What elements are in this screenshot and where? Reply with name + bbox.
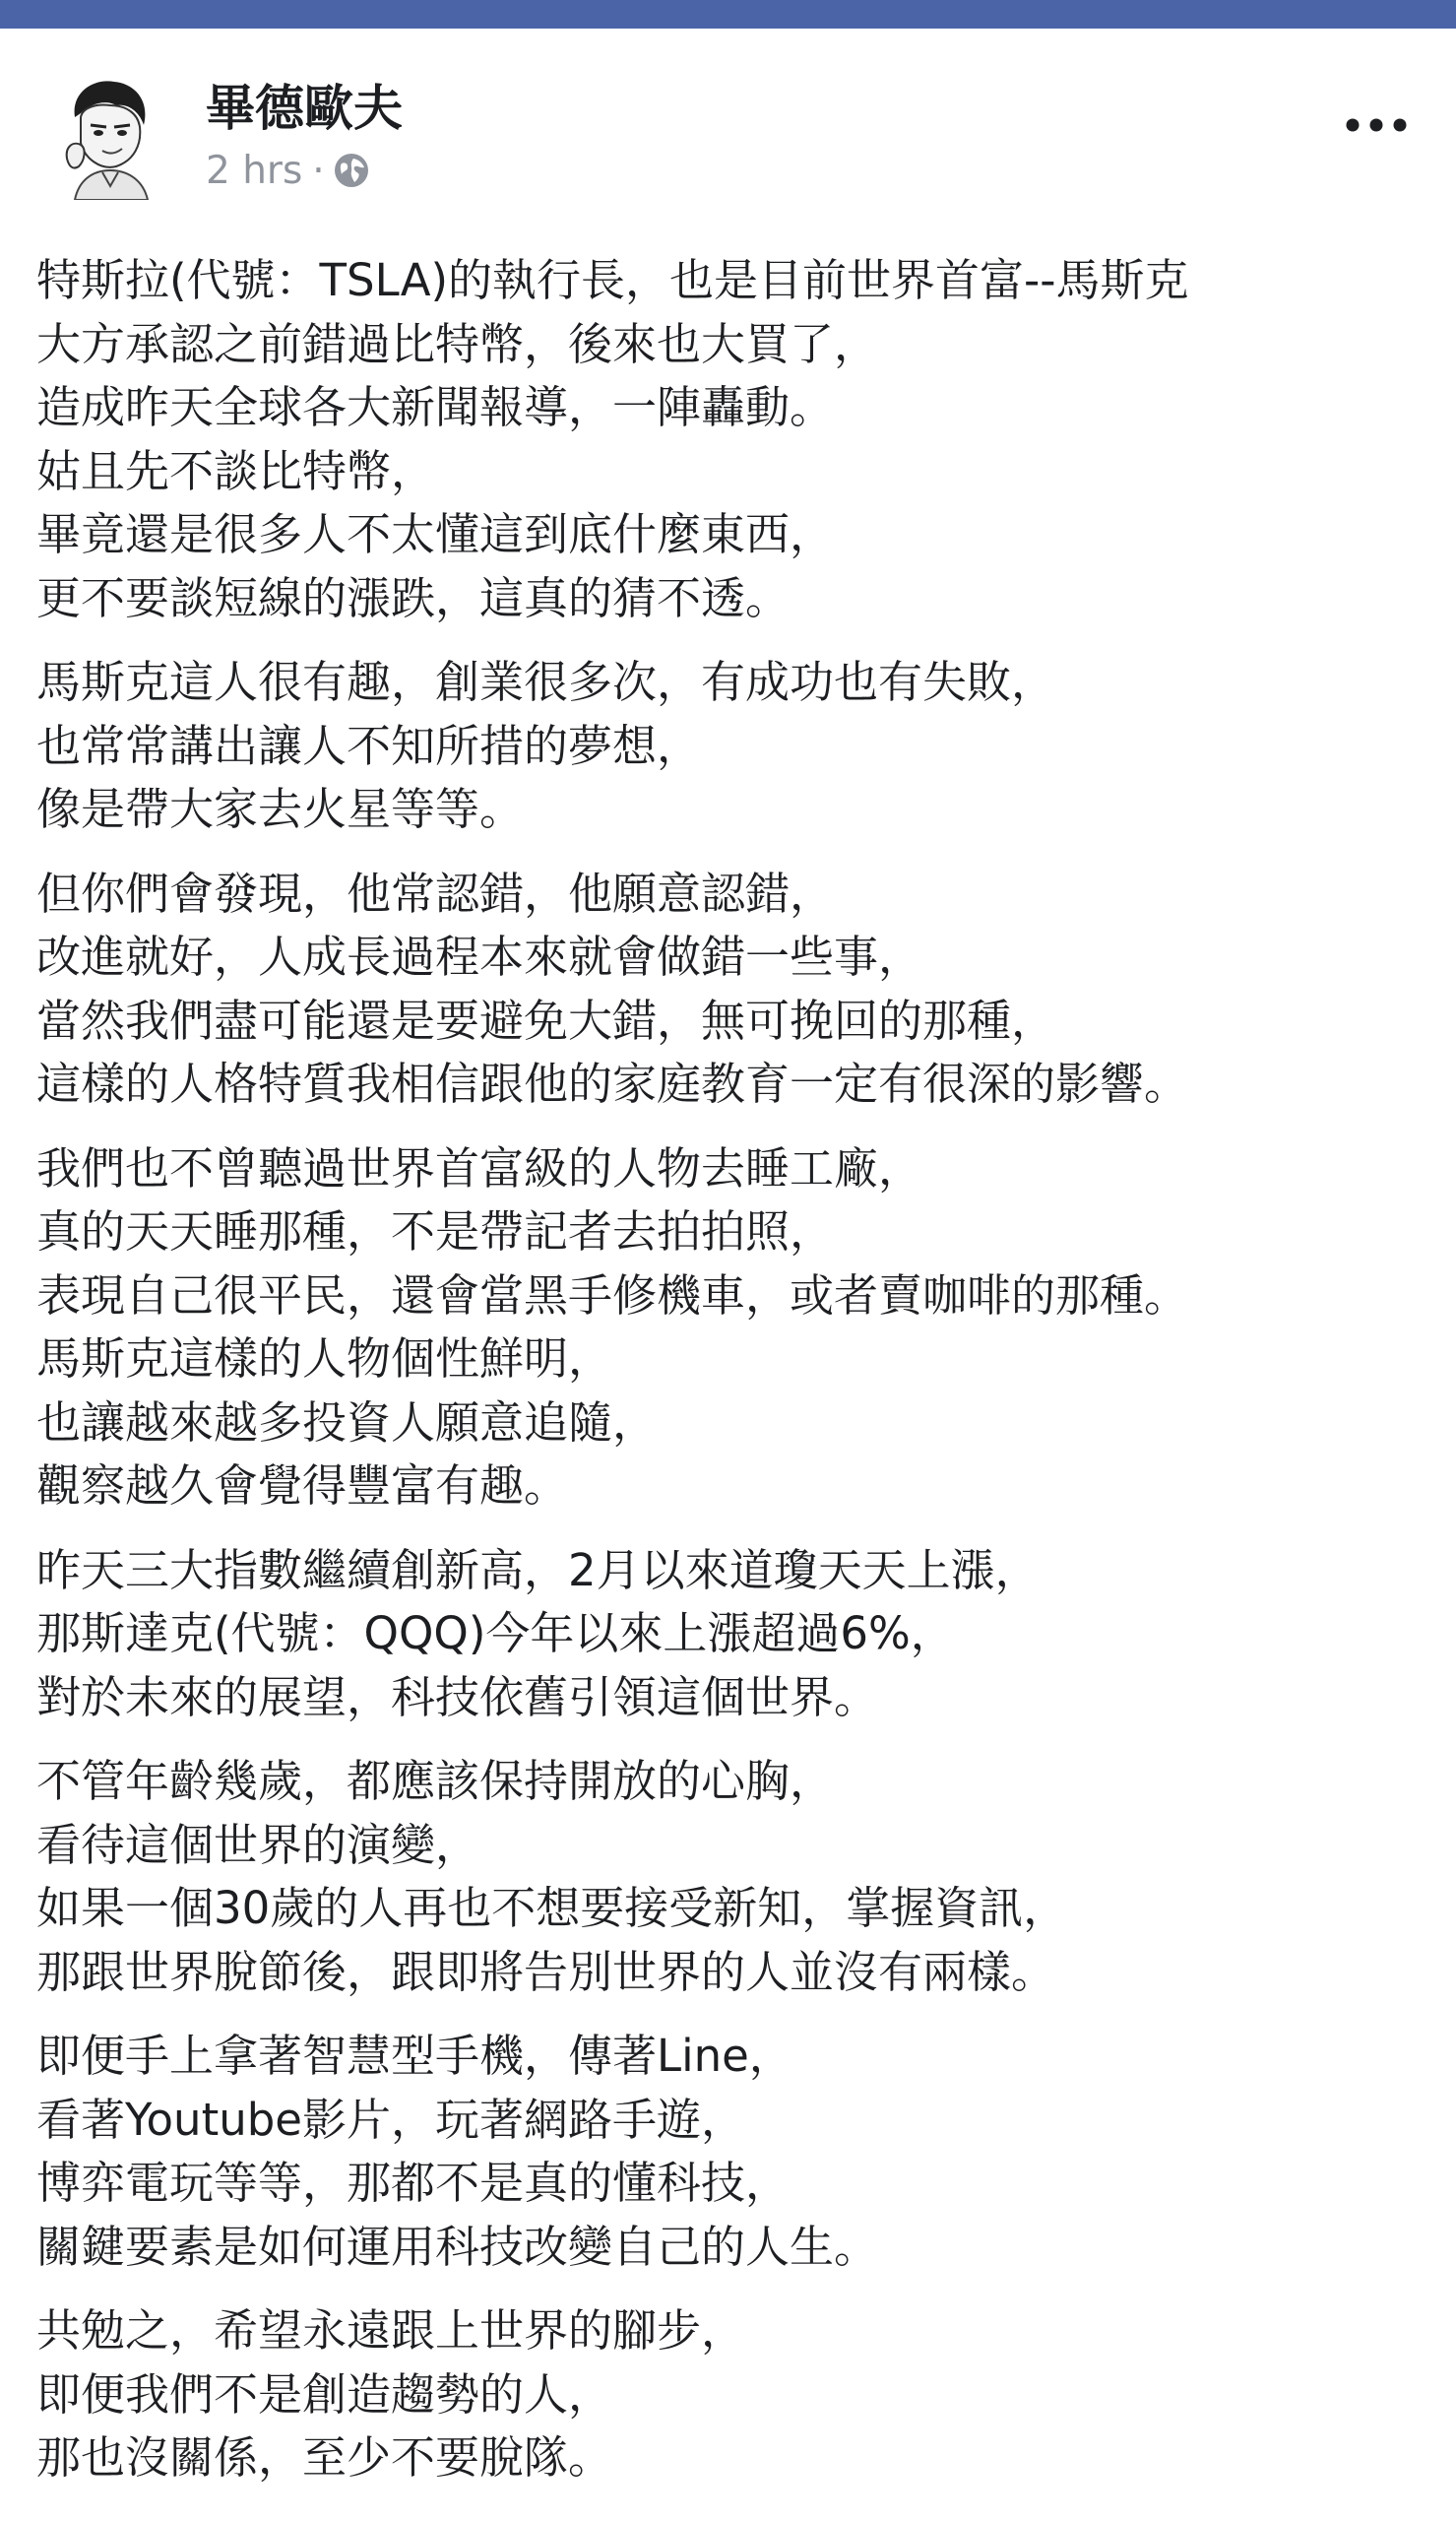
post-paragraph [36, 2025, 1434, 2279]
avatar[interactable] [61, 74, 155, 200]
post-text-line: 那跟世界脫節後，跟即將告別世界的人並沒有兩樣。 [36, 1945, 1056, 1998]
meta-separator: · [312, 148, 325, 193]
post-text-line: 但你們會發現，他常認錯，他願意認錯， [36, 867, 835, 920]
post-time[interactable]: 2 hrs [206, 148, 303, 193]
post-text-line: 表現自己很平民，還會當黑手修機車，或者賣咖啡的那種。 [36, 1268, 1189, 1322]
post-text-line: 看待這個世界的演變， [36, 1818, 480, 1871]
post-text-line: 不管年齡幾歲，都應該保持開放的心胸， [36, 1755, 835, 1807]
post-text-line: 當然我們盡可能還是要避免大錯，無可挽回的那種， [36, 994, 1056, 1047]
post-text-line: 改進就好，人成長過程本來就會做錯一些事， [36, 931, 923, 983]
post-text-line: 我們也不曾聽過世界首富級的人物去睡工廠， [36, 1141, 923, 1195]
author-name[interactable]: 畢德歐夫 [206, 80, 403, 137]
post-text-line: 共勉之，希望永遠跟上世界的腳步， [36, 2304, 746, 2357]
top-status-bar [0, 0, 1456, 29]
post-paragraph [36, 1137, 1434, 1519]
more-options-icon[interactable] [1342, 103, 1411, 147]
post-text-line: 造成昨天全球各大新聞報導，一陣轟動。 [36, 381, 835, 433]
post-text-line: 看著Youtube影片，玩著網路手遊， [36, 2093, 745, 2146]
post-paragraph [36, 1750, 1434, 2004]
post-text-line: 更不要談短線的漲跌，這真的猜不透。 [36, 571, 791, 624]
post-text-line: 對於未來的展望，科技依舊引領這個世界。 [36, 1670, 879, 1723]
post-text-line: 即便我們不是創造趨勢的人， [36, 2367, 613, 2421]
post-paragraph [36, 1539, 1434, 1730]
post-text-line: 馬斯克這人很有趣，創業很多次，有成功也有失敗， [36, 656, 1056, 708]
post-text-line: 也常常講出讓人不知所措的夢想， [36, 719, 702, 772]
post-paragraph [36, 651, 1434, 842]
post-meta [206, 144, 370, 197]
post-text-line: 像是帶大家去火星等等。 [36, 783, 525, 835]
post-text-line: 姑且先不談比特幣， [36, 444, 436, 497]
post-text-line: 即便手上拿著智慧型手機，傳著Line， [36, 2030, 793, 2082]
post-text-line: 特斯拉(代號：TSLA)的執行長，也是目前世界首富--馬斯克 [36, 254, 1189, 306]
post-body [36, 249, 1434, 2511]
post-text-line: 馬斯克這樣的人物個性鮮明， [36, 1332, 613, 1385]
post-paragraph [36, 249, 1434, 630]
post-text-line: 那也沒關係，至少不要脫隊。 [36, 2431, 613, 2484]
post-text-line: 關鍵要素是如何運用科技改變自己的人生。 [36, 2220, 879, 2273]
post-paragraph [36, 2299, 1434, 2490]
globe-icon [333, 152, 370, 189]
post-text-line: 那斯達克(代號：QQQ)今年以來上漲超過6%， [36, 1607, 955, 1659]
post-text-line: 昨天三大指數繼續創新高，2月以來道瓊天天上漲， [36, 1543, 1040, 1596]
post-card [0, 29, 1456, 2521]
post-paragraph [36, 863, 1434, 1117]
post-text-line: 大方承認之前錯過比特幣，後來也大買了， [36, 317, 879, 370]
post-text-line: 也讓越來越多投資人願意追隨， [36, 1395, 658, 1449]
post-text-line: 觀察越久會覺得豐富有趣。 [36, 1459, 569, 1512]
post-text-line: 真的天天睡那種，不是帶記者去拍拍照， [36, 1205, 835, 1258]
post-text-line: 畢竟還是很多人不太懂這到底什麼東西， [36, 508, 835, 560]
post-text-line: 博弈電玩等等，那都不是真的懂科技， [36, 2157, 791, 2209]
post-text-line: 如果一個30歲的人再也不想要接受新知，掌握資訊， [36, 1882, 1068, 1934]
post-text-line: 這樣的人格特質我相信跟他的家庭教育一定有很深的影響。 [36, 1058, 1189, 1110]
